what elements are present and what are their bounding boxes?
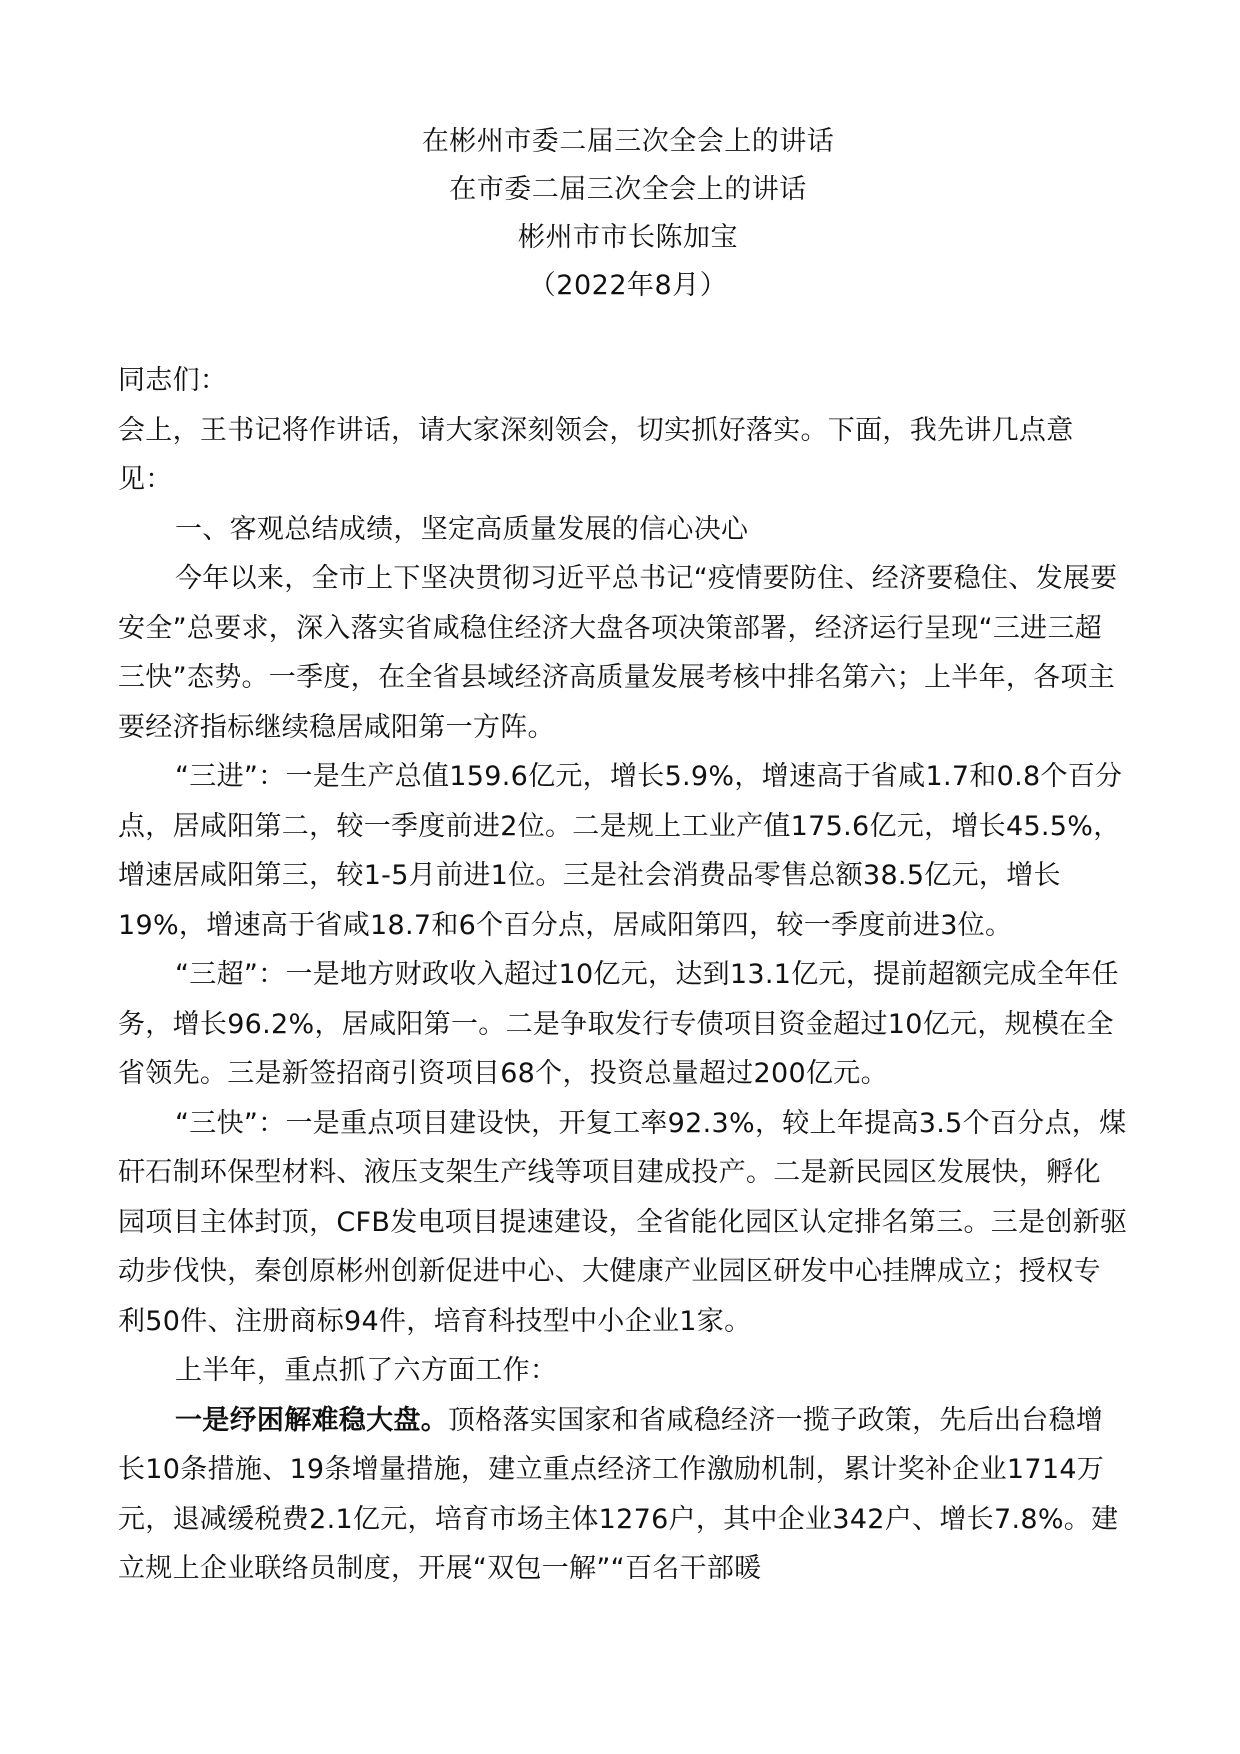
speaker-line: 彬州市市长陈加宝: [518, 222, 738, 253]
date-line: （2022年8月）: [528, 270, 728, 301]
title-block: [128, 118, 1128, 310]
san-jin-paragraph: “三进”：一是生产总值159.6亿元，增长5.9%，增速高于省咸1.7和0.8个百分点，居咸阳第二，较一季度前进2位。二是规上工业产值175.6亿元，增长45.5%，增速居咸阳第三，较1-5月前进1位。三是社会消费品零售总额38.5亿元，增长19%，增速高于省咸18.7和6个百分点，居咸阳第四，较一季度前进3位。: [118, 761, 1123, 941]
item-one-heading: 一是纾困解难稳大盘。: [175, 1404, 448, 1436]
document-page: [118, 118, 1128, 1594]
salutation: 同志们：: [118, 365, 228, 396]
first-half-paragraph: 上半年，重点抓了六方面工作：: [175, 1355, 558, 1386]
san-kuai-paragraph: “三快”：一是重点项目建设快，开复工率92.3%，较上年提高3.5个百分点，煤矸石制环保型材料、液压支架生产线等项目建成投产。二是新民园区发展快，孵化园项目主体封顶，CFB发电项目提速建设，全省能化园区认定排名第三。三是创新驱动步伐快，秦创原彬州创新促进中心、大健康产业园区研发中心挂牌成立；授权专利50件、注册商标94件，培育科技型中小企业1家。: [118, 1107, 1128, 1337]
document-body: [118, 356, 1128, 1594]
summary-paragraph: 今年以来，全市上下坚决贯彻习近平总书记“疫情要防住、经济要稳住、发展要安全”总要求，深入落实省咸稳住经济大盘各项决策部署，经济运行呈现“三进三超三快”态势。一季度，在全省县域经济高质量发展考核中排名第六；上半年，各项主要经济指标继续稳居咸阳第一方阵。: [118, 563, 1118, 743]
item-one-text: 顶格落实国家和省咸稳经济一揽子政策，先后出台稳增长10条措施、19条增量措施，建立重点经济工作激励机制，累计奖补企业1714万元，退减缓税费2.1亿元，培育市场主体1276户，其中企业342户、增长7.8%。建立规上企业联络员制度，开展“双包一解”“百名干部暖: [118, 1404, 1119, 1584]
document-subtitle: 在市委二届三次全会上的讲话: [449, 174, 807, 205]
item-one-paragraph: [118, 1396, 1128, 1594]
section-heading: 一、客观总结成绩，坚定高质量发展的信心决心: [175, 513, 749, 545]
san-chao-paragraph: “三超”：一是地方财政收入超过10亿元，达到13.1亿元，提前超额完成全年任务，增长96.2%，居咸阳第一。二是争取发行专债项目资金超过10亿元，规模在全省领先。三是新签招商引资项目68个，投资总量超过200亿元。: [118, 959, 1119, 1089]
document-title: 在彬州市委二届三次全会上的讲话: [421, 126, 835, 157]
opening-paragraph: 会上，王书记将作讲话，请大家深刻领会，切实抓好落实。下面，我先讲几点意见：: [118, 414, 1074, 495]
